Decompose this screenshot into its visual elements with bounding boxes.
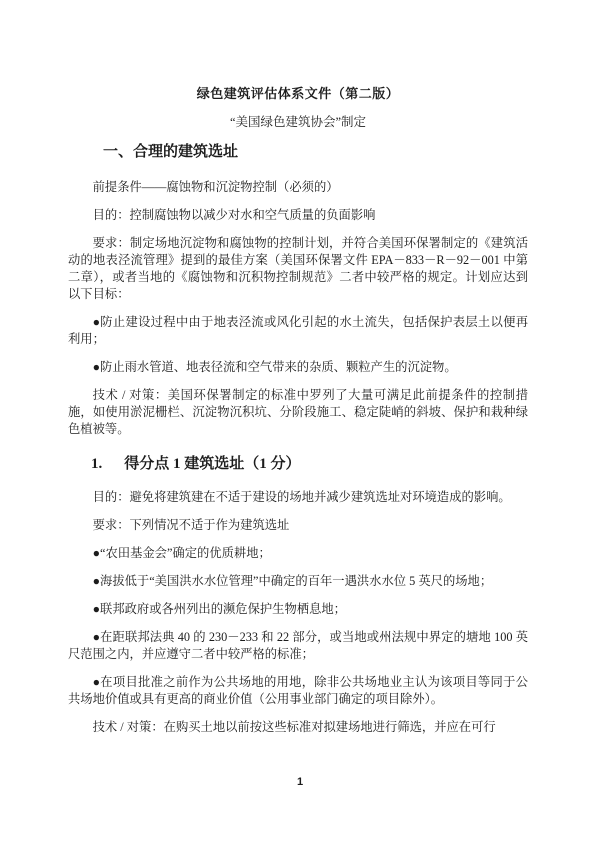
subsection-title: 得分点 1 建筑选址（1 分） [124, 456, 301, 472]
paragraph-technology-strategy: 技术 / 对策：美国环保署制定的标准中罗列了大量可满足此前提条件的控制措施，如使用淤泥栅栏、沉淀物沉积坑、分阶段施工、稳定陡峭的斜坡、保护和栽种绿色植被等。 [68, 388, 528, 436]
subsection-heading [91, 454, 528, 474]
bullet-soil-loss: ●防止建设过程中由于地表泾流或风化引起的水土流失，包括保护表层土以便再利用； [68, 315, 528, 346]
paragraph-purpose: 目的：控制腐蚀物以减少对水和空气质量的负面影响 [92, 208, 376, 222]
bullet-stormwater-sediment: ●防止雨水管道、地表径流和空气带来的杂质、颗粒产生的沉淀物。 [92, 360, 457, 374]
bullet-public-land: ●在项目批准之前作为公共场地的用地，除非公共场地业主认为该项目等同于公共场地价值或具有更高的商业价值（公用事业部门确定的项目除外）。 [68, 675, 528, 706]
bullet-floodplain: ●海拔低于“美国洪水水位管理”中确定的百年一遇洪水水位 5 英尺的场地； [92, 574, 493, 588]
section-heading: 一、合理的建筑选址 [103, 144, 239, 160]
page-number: 1 [296, 776, 304, 788]
paragraph-prerequisite: 前提条件——腐蚀物和沉淀物控制（必须的） [92, 180, 339, 194]
document-title: 绿色建筑评估体系文件（第二版） [196, 86, 400, 101]
document-subtitle: “美国绿色建筑协会”制定 [229, 115, 367, 129]
bullet-prime-farmland: ●“农田基金会”确定的优质耕地； [92, 546, 271, 560]
bullet-wetland-distance: ●在距联邦法典 40 的 230－233 和 22 部分，或当地或州法规中界定的塘地 100 英尺范围之内，并应遵守二者中较严格的标准； [68, 630, 528, 661]
paragraph-technology-strategy-credit1: 技术 / 对策：在购买土地以前按这些标准对拟建场地进行筛选，并应在可行 [92, 720, 496, 734]
bullet-endangered-habitat: ●联邦政府或各州列出的濒危保护生物栖息地； [92, 602, 346, 616]
subsection-number: 1. [91, 456, 103, 472]
paragraph-requirement: 要求：制定场地沉淀物和腐蚀物的控制计划，并符合美国环保署制定的《建筑活动的地表泾流管理》提到的最佳方案（美国环保署文件 EPA－833－R－92－001 中第二章），或者当地的《腐蚀物和沉积物控制规范》二者中较严格的规定。计划应达到以下目标： [68, 236, 528, 301]
paragraph-purpose-credit1: 目的：避免将建筑建在不适于建设的场地并减少建筑选址对环境造成的影响。 [92, 490, 511, 504]
paragraph-requirement-credit1: 要求：下列情况不适于作为建筑选址 [92, 518, 290, 532]
